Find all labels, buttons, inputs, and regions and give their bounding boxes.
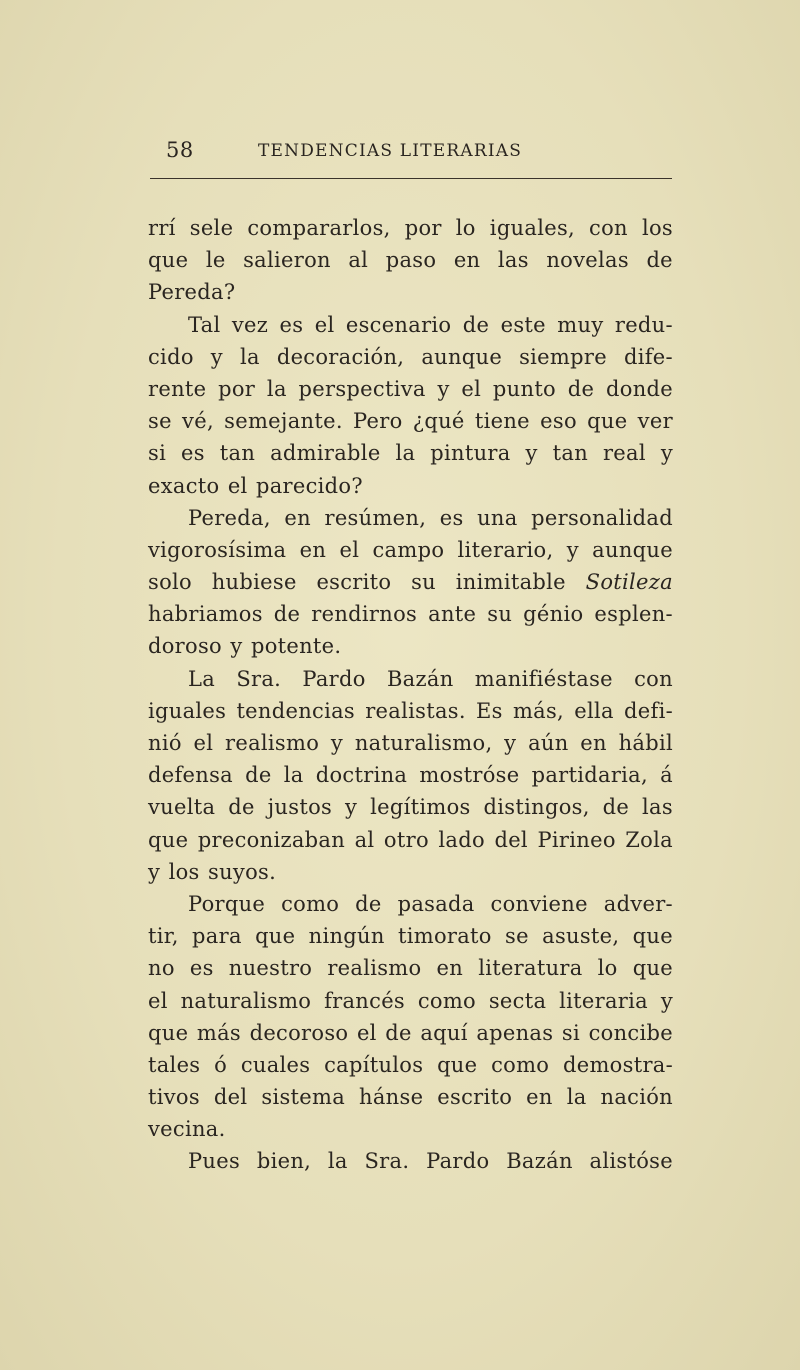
text-line: vigorosísima en el campo literario, y aunque [148, 537, 673, 562]
page-header [148, 138, 673, 168]
text-line: tivos del sistema hánse escrito en la nación [148, 1085, 673, 1110]
text-line: iguales tendencias realistas. Es más, ella defi- [148, 698, 673, 723]
body-text [148, 212, 673, 1178]
text-line: exacto el parecido? [148, 473, 363, 498]
text-line: Tal vez es el escenario de este muy redu- [188, 312, 673, 337]
text-line: cido y la decoración, aunque siempre dife- [148, 344, 673, 369]
text-line: solo hubiese escrito su inimitable Sotileza [148, 570, 673, 595]
text-line: que más decoroso el de aquí apenas si concibe [148, 1020, 673, 1045]
page-number: 58 [166, 138, 194, 162]
text-line: nió el realismo y naturalismo, y aún en hábil [148, 731, 673, 755]
text-line: rrí sele compararlos, por lo iguales, con los [148, 216, 673, 240]
text-line: La Sra. Pardo Bazán manifiéstase con [188, 666, 673, 691]
text-line: el naturalismo francés como secta literaria y [148, 988, 673, 1013]
text-line: Pues bien, la Sra. Pardo Bazán alistóse [188, 1149, 673, 1174]
text-line: defensa de la doctrina mostróse partidaria, á [148, 763, 673, 788]
running-head: TENDENCIAS LITERARIAS [258, 141, 523, 161]
text-line: que preconizaban al otro lado del Pirineo Zola [148, 827, 673, 852]
text-line: Porque como de pasada conviene adver- [188, 891, 673, 916]
text-line: Pereda, en resúmen, es una personalidad [188, 505, 673, 530]
header-rule [150, 178, 672, 179]
text-line: Pereda? [148, 280, 236, 305]
text-line: doroso y potente. [148, 634, 342, 659]
text-line: vuelta de justos y legítimos distingos, de las [148, 795, 673, 820]
text-line: y los suyos. [148, 859, 277, 884]
text-line: rente por la perspectiva y el punto de donde [148, 376, 673, 401]
text-line: se vé, semejante. Pero ¿qué tiene eso que ver [148, 409, 673, 434]
text-line: habriamos de rendirnos ante su génio esplen- [148, 602, 673, 627]
text-line: si es tan admirable la pintura y tan real y [148, 441, 673, 466]
text-line: tales ó cuales capítulos que como demostra- [148, 1052, 673, 1077]
text-line: que le salieron al paso en las novelas de [148, 248, 673, 273]
text-line: tir, para que ningún timorato se asuste, que [148, 924, 673, 949]
text-line: no es nuestro realismo en literatura lo que [148, 956, 673, 981]
text-line: vecina. [148, 1117, 226, 1142]
